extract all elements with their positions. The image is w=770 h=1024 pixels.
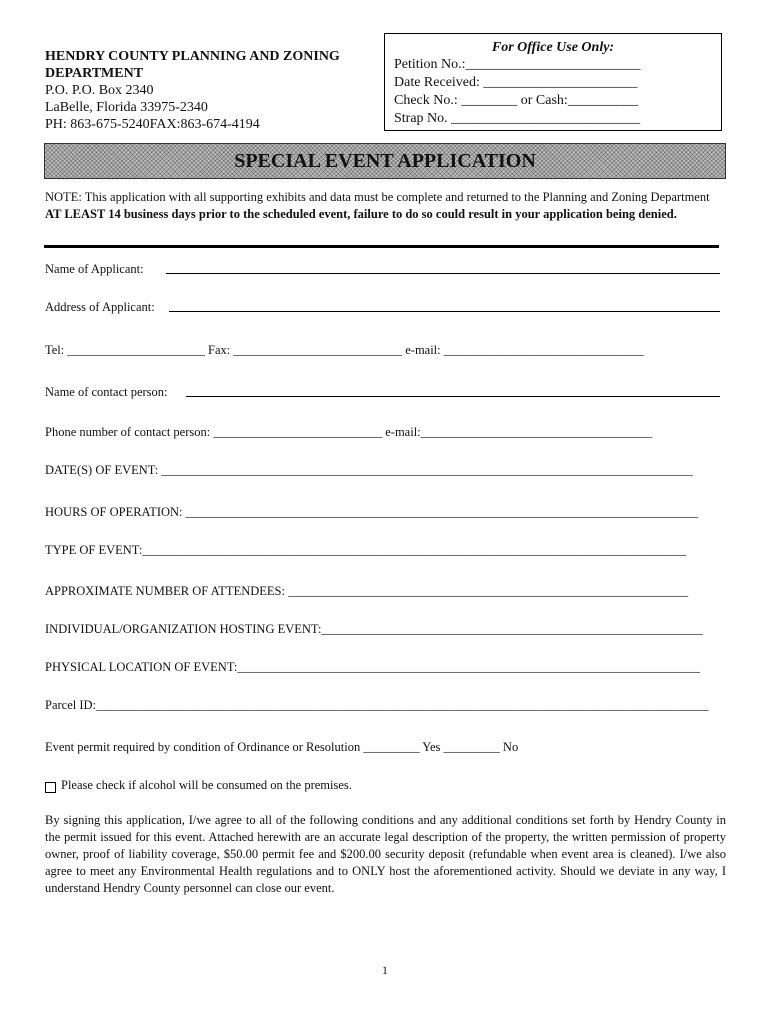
alcohol-label: Please check if alcohol will be consumed on the premises. <box>61 778 352 792</box>
department-block <box>45 48 380 133</box>
physical-location-text[interactable]: PHYSICAL LOCATION OF EVENT:__________________________________________________________________________ <box>45 660 700 674</box>
note-bold-text: AT LEAST 14 business days prior to the scheduled event, failure to do so could result in your application being denied. <box>45 207 677 221</box>
date-received-field[interactable]: Date Received: ______________________ <box>394 75 638 90</box>
dates-of-event-text[interactable]: DATE(S) OF EVENT: _____________________________________________________________________________________ <box>45 463 693 477</box>
department-address-line2: LaBelle, Florida 33975-2340 <box>45 100 208 115</box>
address-of-applicant-label: Address of Applicant: <box>45 300 155 314</box>
alcohol-checkbox[interactable] <box>45 782 56 793</box>
address-of-applicant-line[interactable] <box>169 311 720 312</box>
hours-of-operation-text[interactable]: HOURS OF OPERATION: __________________________________________________________________________________ <box>45 505 699 519</box>
permit-row[interactable] <box>45 740 720 755</box>
physical-location-row[interactable] <box>45 660 720 675</box>
attendees-text[interactable]: APPROXIMATE NUMBER OF ATTENDEES: ________________________________________________________________ <box>45 584 689 598</box>
agreement-paragraph: By signing this application, I/we agree to all of the following conditions and any additional conditions set forth by Hendry County in the permit issued for this event. Attached herewith are an accurate legal description of the property, the written permission of property owner, proof of liability coverage, $50.00 permit fee and $200.00 security deposit (refundable when event area is cleaned). I/we also agree to meet any Environmental Health regulations and to ONLY host the aforementioned activity. Should we deviate in any way, I understand Hendry County personnel can close our event. <box>45 813 726 895</box>
name-of-applicant-row <box>45 262 720 277</box>
parcel-id-row[interactable] <box>45 698 720 713</box>
name-of-applicant-line[interactable] <box>166 273 720 274</box>
strap-no-field[interactable]: Strap No. ___________________________ <box>394 111 641 126</box>
alcohol-row <box>45 778 720 793</box>
note-paragraph <box>45 189 725 223</box>
dates-of-event-row[interactable] <box>45 463 720 478</box>
department-name-line2: DEPARTMENT <box>45 66 144 81</box>
contact-person-row <box>45 385 720 400</box>
type-of-event-text[interactable]: TYPE OF EVENT:_______________________________________________________________________________________ <box>45 543 687 557</box>
check-no-field[interactable]: Check No.: ________ or Cash:__________ <box>394 93 638 108</box>
address-of-applicant-row <box>45 300 720 315</box>
department-name-line1: HENDRY COUNTY PLANNING AND ZONING <box>45 49 340 64</box>
hosting-row[interactable] <box>45 622 720 637</box>
department-phone-fax: PH: 863-675-5240FAX:863-674-4194 <box>45 117 260 132</box>
title-banner <box>44 143 726 179</box>
hosting-text[interactable]: INDIVIDUAL/ORGANIZATION HOSTING EVENT:_____________________________________________________________ <box>45 622 703 636</box>
hours-of-operation-row[interactable] <box>45 505 720 520</box>
office-use-box <box>384 33 722 131</box>
page-number: 1 <box>382 963 388 977</box>
office-use-heading: For Office Use Only: <box>491 40 615 55</box>
contact-person-line[interactable] <box>186 396 720 397</box>
section-divider <box>44 245 719 248</box>
tel-fax-email-text[interactable]: Tel: ______________________ Fax: ___________________________ e-mail: ________________________________ <box>45 343 644 357</box>
page-title: SPECIAL EVENT APPLICATION <box>234 149 536 172</box>
permit-text[interactable]: Event permit required by condition of Ordinance or Resolution _________ Yes _________ No <box>45 740 519 754</box>
attendees-row[interactable] <box>45 584 720 599</box>
tel-fax-email-row[interactable] <box>45 343 720 358</box>
contact-phone-text[interactable]: Phone number of contact person: ___________________________ e-mail:_____________________________________ <box>45 425 652 439</box>
petition-no-field[interactable]: Petition No.:_________________________ <box>394 57 641 72</box>
department-address-line1: P.O. P.O. Box 2340 <box>45 83 154 98</box>
contact-phone-row[interactable] <box>45 425 720 440</box>
type-of-event-row[interactable] <box>45 543 720 558</box>
note-text: NOTE: This application with all supporting exhibits and data must be complete and returned to the Planning and Zoning Department <box>45 190 710 204</box>
contact-person-label: Name of contact person: <box>45 385 168 399</box>
name-of-applicant-label: Name of Applicant: <box>45 262 144 276</box>
parcel-id-text[interactable]: Parcel ID:__________________________________________________________________________________________________ <box>45 698 709 712</box>
